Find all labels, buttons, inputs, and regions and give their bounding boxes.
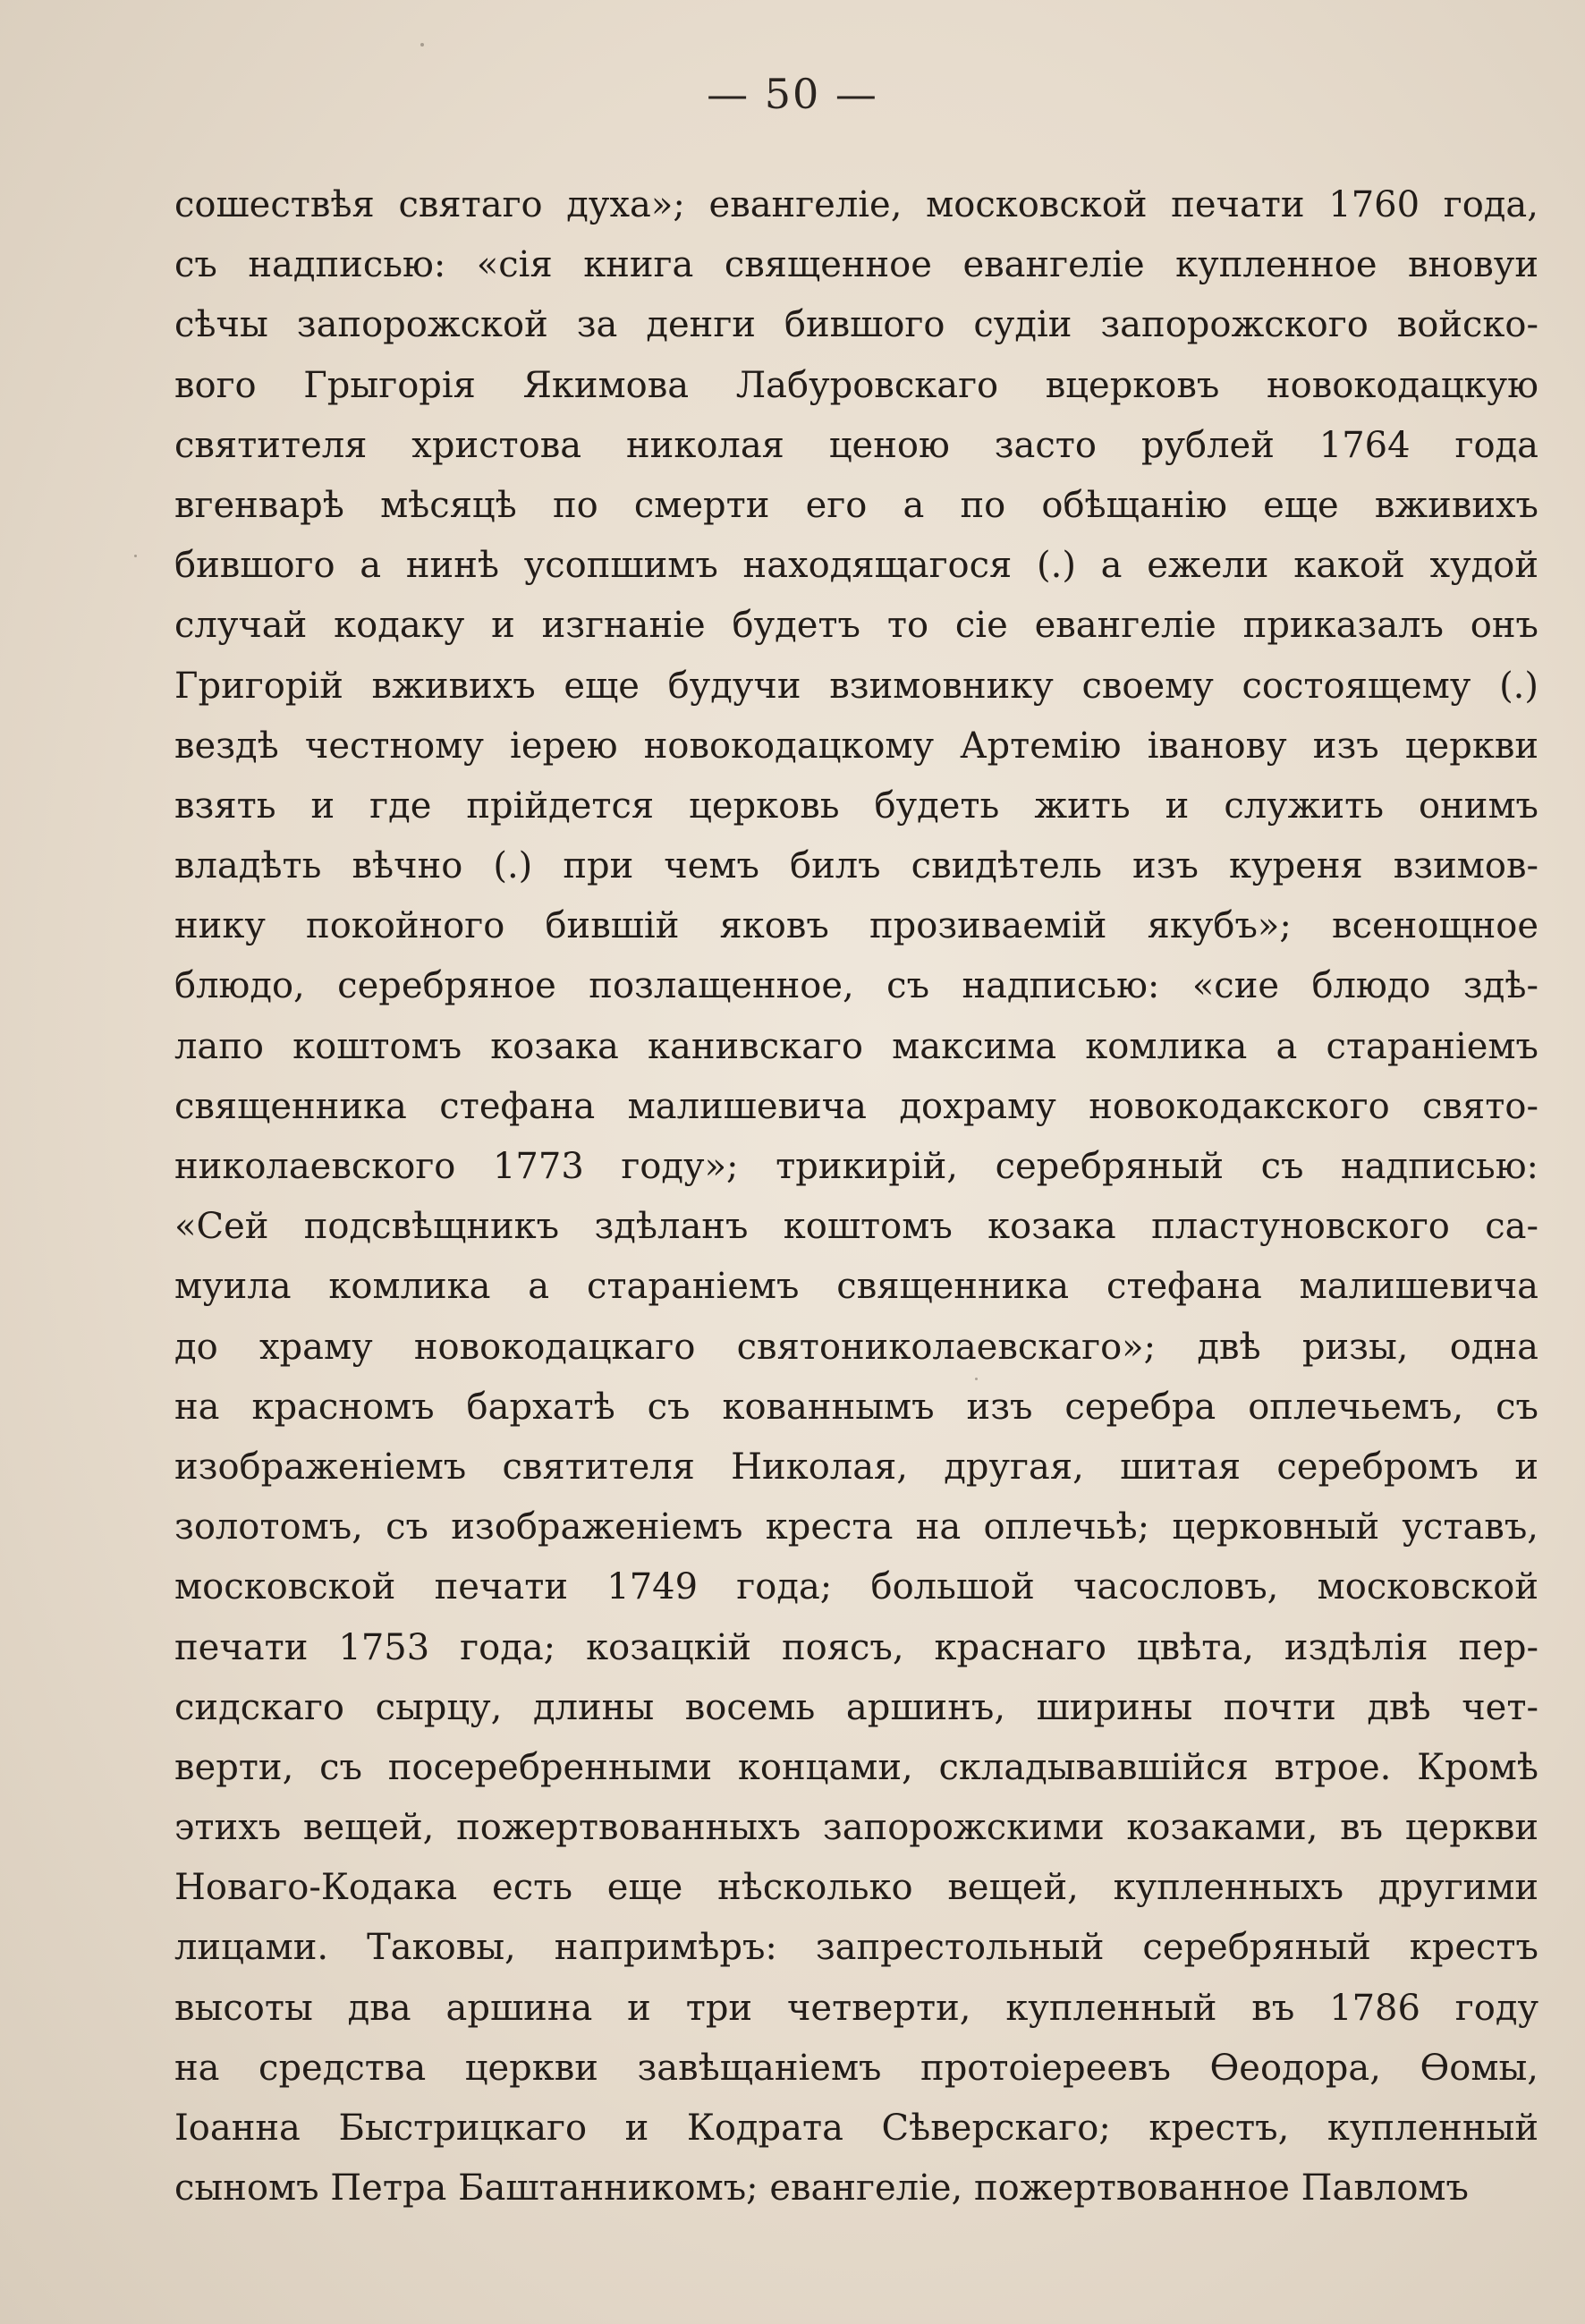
text-line: нику покойного бившій яковъ прозиваемій якубъ»; всенощное [174,905,1538,947]
text-line: московской печати 1749 года; большой часословъ, московской [174,1566,1538,1608]
text-line: бившого а нинѣ усопшимъ находящагося (.) а ежели какой худой [174,545,1538,587]
text-line: изображеніемъ святителя Николая, другая, шитая серебромъ и [174,1446,1538,1488]
text-line: съ надписью: «сія книга священное евангеліе купленное вновуи [174,244,1538,286]
text-line: блюдо, серебряное позлащенное, съ надписью: «сие блюдо здѣ- [174,965,1538,1007]
text-line: Григорій вживихъ еще будучи взимовнику своему состоящему (.) [174,665,1538,707]
text-line: вого Грыгорія Якимова Лабуровскаго вцерковъ новокодацкую [174,364,1538,406]
text-line: лапо коштомъ козака канивскаго максима комлика а стараніемъ [174,1025,1538,1067]
text-line: вгенварѣ мѣсяцѣ по смерти его а по обѣщанію еще вживихъ [174,484,1538,526]
page-number: — 50 — [707,70,878,118]
text-line: сошествѣя святаго духа»; евангеліе, московской печати 1760 года, [174,184,1538,225]
text-line: печати 1753 года; козацкій поясъ, краснаго цвѣта, издѣлія пер- [174,1626,1538,1668]
text-line: Іоанна Быстрицкаго и Кодрата Сѣверскаго; крестъ, купленный [174,2108,1538,2149]
ink-speck [134,555,137,557]
text-line: верти, съ посеребренными концами, складывавшійся втрое. Кромѣ [174,1746,1538,1788]
text-line: священника стефана малишевича дохраму новокодакского свято- [174,1085,1538,1127]
text-line: Новаго-Кодака есть еще нѣсколько вещей, купленныхъ другими [174,1867,1538,1909]
text-line: муила комлика а стараніемъ священника стефана малишевича [174,1266,1538,1308]
text-line: лицами. Таковы, напримѣръ: запрестольный серебряный крестъ [174,1927,1538,1969]
text-line: золотомъ, съ изображеніемъ креста на оплечьѣ; церковный уставъ, [174,1506,1538,1548]
text-line: на средства церкви завѣщаніемъ протоіереевъ Өеодора, Өомы, [174,2047,1538,2089]
text-line: до храму новокодацкаго святониколаевскаго»; двѣ ризы, одна [174,1326,1538,1368]
text-line: высоты два аршина и три четверти, купленный въ 1786 году [174,1987,1538,2029]
text-line: этихъ вещей, пожертвованныхъ запорожскими козаками, въ церкви [174,1807,1538,1849]
text-line: случай кодаку и изгнаніе будетъ то сіе евангеліе приказалъ онъ [174,605,1538,647]
text-line: сидскаго сырцу, длины восемь аршинъ, ширины почти двѣ чет- [174,1686,1538,1728]
text-line: сыномъ Петра Баштанникомъ; евангеліе, пожертвованное Павломъ [174,2167,1469,2209]
body-text [174,175,1538,2218]
ink-speck [420,43,424,47]
text-line: взять и где прійдется церковь будеть жить и служить онимъ [174,785,1538,827]
text-line: николаевского 1773 году»; трикирій, серебряный съ надписью: [174,1146,1538,1187]
text-line: сѣчы запорожской за денги бившого судіи запорожского войско- [174,304,1538,346]
text-line: владѣть вѣчно (.) при чемъ билъ свидѣтель изъ куреня взимов- [174,845,1538,887]
text-line: «Сей подсвѣщникъ здѣланъ коштомъ козака пластуновского са- [174,1206,1538,1248]
text-line: святителя христова николая ценою засто рублей 1764 года [174,424,1538,466]
text-line: на красномъ бархатѣ съ кованнымъ изъ серебра оплечьемъ, съ [174,1386,1538,1428]
text-line: вездѣ честному іерею новокодацкому Артемію іванову изъ церкви [174,725,1538,767]
